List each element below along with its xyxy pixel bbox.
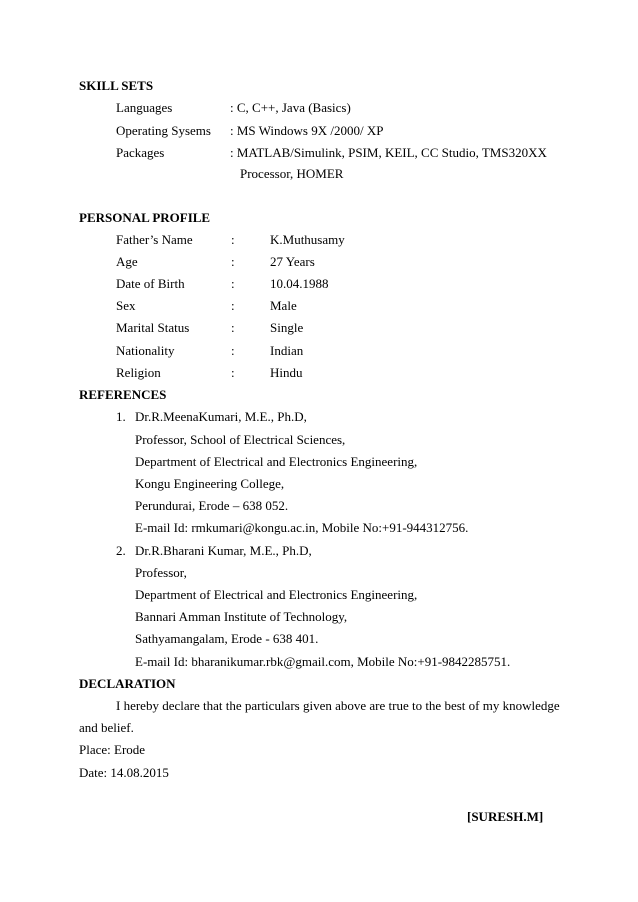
skill-value-packages-cont: Processor, HOMER [240, 166, 344, 181]
reference-line: Sathyamangalam, Erode - 638 401. [135, 631, 319, 646]
profile-value-father: K.Muthusamy [270, 232, 345, 247]
profile-label-marital: Marital Status [116, 320, 190, 335]
profile-sep: : [231, 254, 235, 269]
profile-sep: : [231, 298, 235, 313]
skill-value-packages: : MATLAB/Simulink, PSIM, KEIL, CC Studio, TMS320XX [230, 145, 547, 160]
declaration-text: I hereby declare that the particulars given above are true to the best of my knowledge [116, 698, 560, 713]
profile-sep: : [231, 365, 235, 380]
profile-sep: : [231, 320, 235, 335]
declaration-place: Place: Erode [79, 742, 146, 757]
reference-line: Professor, [135, 565, 187, 580]
profile-label-age: Age [116, 254, 138, 269]
skill-value-languages: : C, C++, Java (Basics) [230, 100, 351, 115]
profile-value-dob: 10.04.1988 [270, 276, 329, 291]
references-heading: REFERENCES [79, 387, 167, 402]
reference-line: E-mail Id: rmkumari@kongu.ac.in, Mobile No:+91-944312756. [135, 520, 469, 535]
profile-label-religion: Religion [116, 365, 161, 380]
profile-label-father: Father’s Name [116, 232, 193, 247]
profile-value-sex: Male [270, 298, 297, 313]
personal-profile-heading: PERSONAL PROFILE [79, 210, 211, 225]
skill-label-languages: Languages [116, 100, 173, 115]
profile-value-nationality: Indian [270, 343, 304, 358]
reference-line: Bannari Amman Institute of Technology, [135, 609, 348, 624]
profile-sep: : [231, 343, 235, 358]
profile-label-dob: Date of Birth [116, 276, 185, 291]
reference-number: 1. [116, 409, 126, 424]
reference-line: Department of Electrical and Electronics Engineering, [135, 587, 418, 602]
profile-value-religion: Hindu [270, 365, 303, 380]
skill-value-os: : MS Windows 9X /2000/ XP [230, 123, 384, 138]
profile-sep: : [231, 232, 235, 247]
profile-label-nationality: Nationality [116, 343, 175, 358]
profile-value-marital: Single [270, 320, 304, 335]
reference-number: 2. [116, 543, 126, 558]
reference-line: Perundurai, Erode – 638 052. [135, 498, 289, 513]
reference-line: Department of Electrical and Electronics Engineering, [135, 454, 418, 469]
skill-label-packages: Packages [116, 145, 165, 160]
profile-sep: : [231, 276, 235, 291]
reference-line: Dr.R.Bharani Kumar, M.E., Ph.D, [135, 543, 312, 558]
profile-value-age: 27 Years [270, 254, 315, 269]
signature: [SURESH.M] [467, 809, 544, 824]
profile-label-sex: Sex [116, 298, 136, 313]
skill-sets-heading: SKILL SETS [79, 78, 154, 93]
reference-line: Professor, School of Electrical Sciences, [135, 432, 346, 447]
skill-label-os: Operating Sysems [116, 123, 211, 138]
declaration-date: Date: 14.08.2015 [79, 765, 169, 780]
declaration-heading: DECLARATION [79, 676, 176, 691]
declaration-text-cont: and belief. [79, 720, 134, 735]
reference-line: Kongu Engineering College, [135, 476, 285, 491]
reference-line: Dr.R.MeenaKumari, M.E., Ph.D, [135, 409, 307, 424]
reference-line: E-mail Id: bharanikumar.rbk@gmail.com, Mobile No:+91-9842285751. [135, 654, 511, 669]
